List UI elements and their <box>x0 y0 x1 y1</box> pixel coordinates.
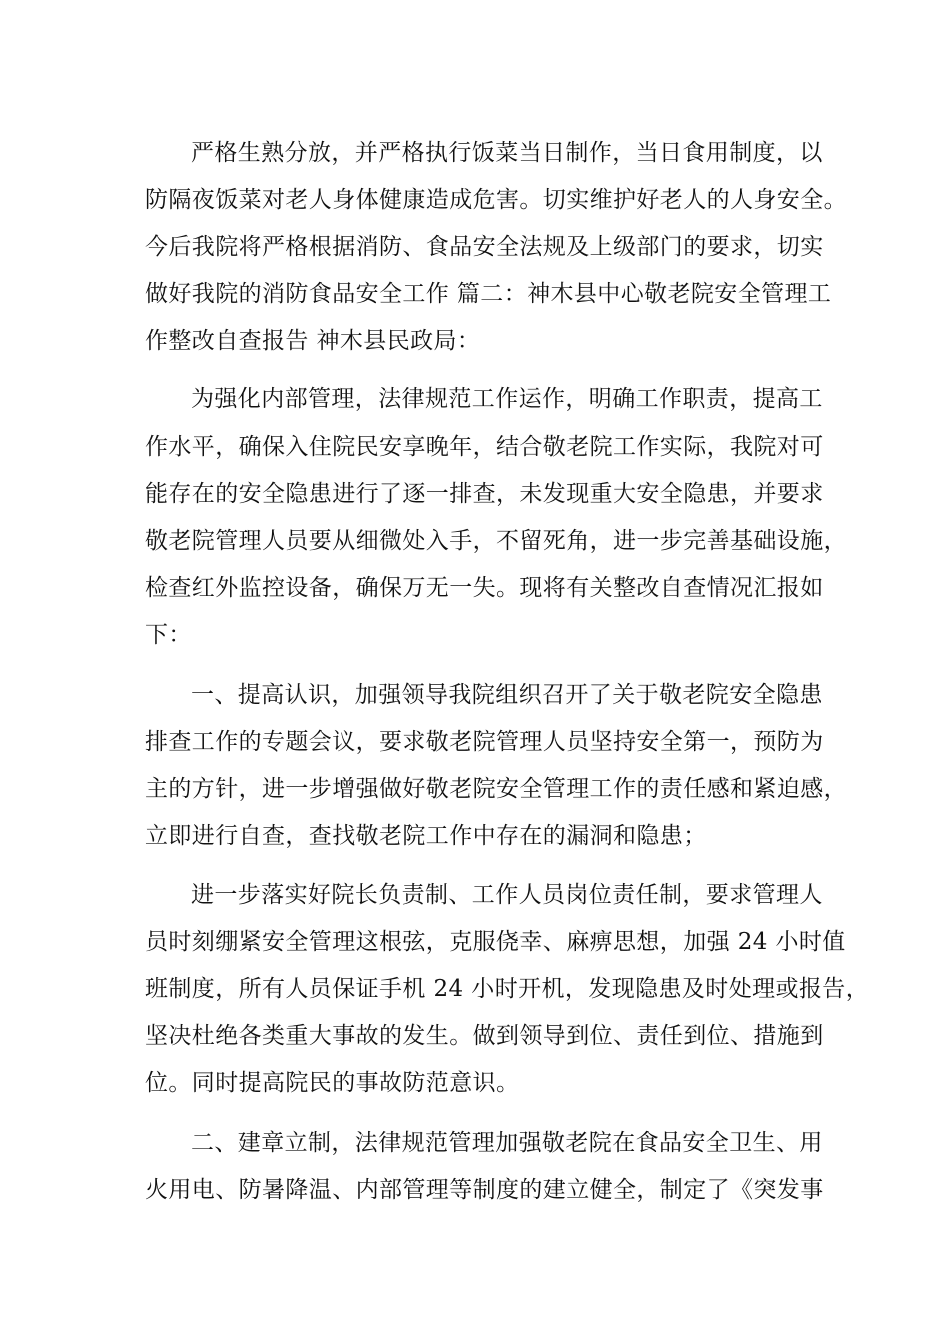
text-line: 立即进行自查，查找敬老院工作中存在的漏洞和隐患； <box>145 823 707 849</box>
text-line: 主的方针，进一步增强做好敬老院安全管理工作的责任感和紧迫感， <box>145 776 847 802</box>
text-line: 进一步落实好院长负责制、工作人员岗位责任制，要求管理人 <box>191 882 823 908</box>
text-line: 班制度，所有人员保证手机 24 小时开机，发现隐患及时处理或报告， <box>145 976 870 1002</box>
text-line: 为强化内部管理，法律规范工作运作，明确工作职责，提高工 <box>191 386 823 412</box>
text-line: 敬老院管理人员要从细微处入手，不留死角，进一步完善基础设施， <box>145 528 847 554</box>
text-line: 位。同时提高院民的事故防范意识。 <box>145 1070 520 1096</box>
text-line: 做好我院的消防食品安全工作 篇二：神木县中心敬老院安全管理工 <box>145 281 832 307</box>
text-line: 一、提高认识，加强领导我院组织召开了关于敬老院安全隐患 <box>191 682 823 708</box>
text-line: 今后我院将严格根据消防、食品安全法规及上级部门的要求，切实 <box>145 234 824 260</box>
text-line: 坚决杜绝各类重大事故的发生。做到领导到位、责任到位、措施到 <box>145 1023 824 1049</box>
text-line: 作水平，确保入住院民安享晚年，结合敬老院工作实际，我院对可 <box>145 434 824 460</box>
text-line: 作整改自查报告 神木县民政局： <box>145 328 481 354</box>
text-line: 员时刻绷紧安全管理这根弦，克服侥幸、麻痹思想，加强 24 小时值 <box>145 929 846 955</box>
text-line: 检查红外监控设备，确保万无一失。现将有关整改自查情况汇报如 <box>145 575 824 601</box>
text-line: 防隔夜饭菜对老人身体健康造成危害。切实维护好老人的人身安全。 <box>145 187 847 213</box>
text-line: 二、建章立制，法律规范管理加强敬老院在食品安全卫生、用 <box>191 1130 823 1156</box>
text-line: 下： <box>145 622 192 648</box>
text-line: 能存在的安全隐患进行了逐一排查，未发现重大安全隐患，并要求 <box>145 481 824 507</box>
text-line: 严格生熟分放，并严格执行饭菜当日制作，当日食用制度，以 <box>191 140 823 166</box>
text-line: 排查工作的专题会议，要求敬老院管理人员坚持安全第一，预防为 <box>145 729 824 755</box>
text-line: 火用电、防暑降温、内部管理等制度的建立健全，制定了《突发事 <box>145 1177 824 1203</box>
